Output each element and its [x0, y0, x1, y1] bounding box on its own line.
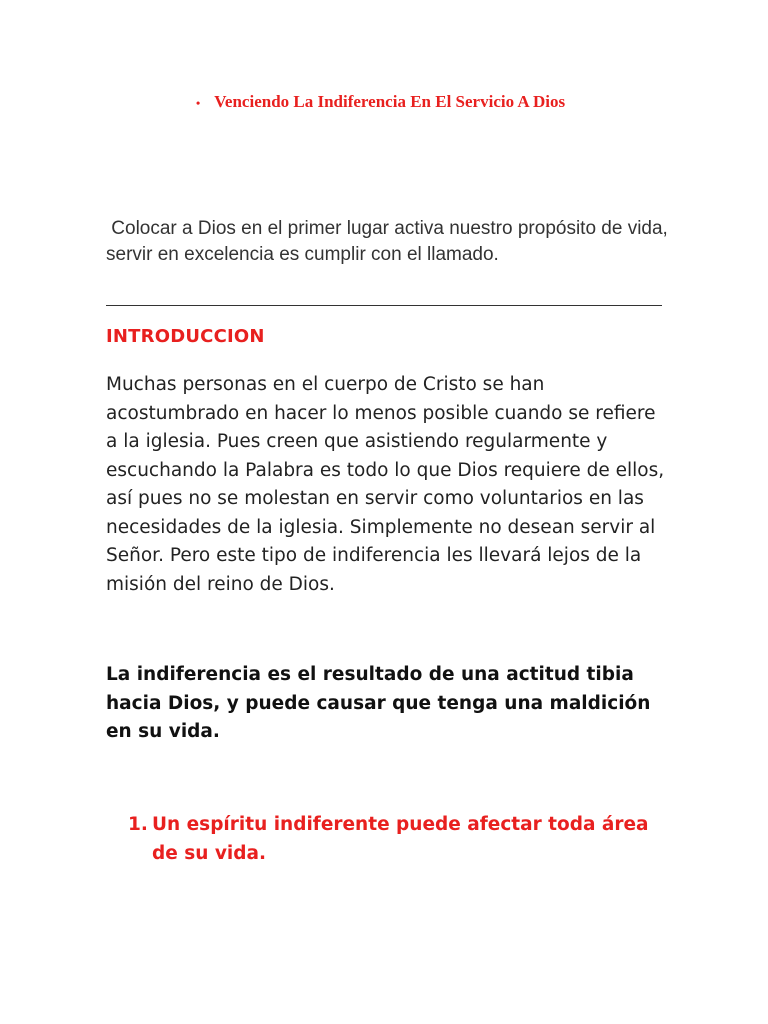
subtitle-paragraph: Colocar a Dios en el primer lugar activa nuestro propósito de vida, servir en excelencia es cumplir con el llamado. [106, 218, 674, 265]
bullet-icon: • [196, 96, 201, 110]
numbered-list-item [128, 811, 668, 868]
document-title-text: Venciendo La Indiferencia En El Servicio A Dios [214, 92, 566, 111]
intro-paragraph: Muchas personas en el cuerpo de Cristo se han acostumbrado en hacer lo menos posible cuando se refiere a la iglesia. Pues creen que asistiendo regularmente y escuchando la Palabra es todo lo que Dios requiere de ellos, así pues no se molestan en servir como voluntarios en las necesidades de la iglesia. Simplemente no desean servir al Señor. Pero este tipo de indiferencia les llevará lejos de la misión del reino de Dios. [106, 374, 665, 595]
bold-paragraph: La indiferencia es el resultado de una actitud tibia hacia Dios, y puede causar que tenga una maldición en su vida. [106, 664, 651, 742]
list-item-text: Un espíritu indiferente puede afectar toda área de su vida. [152, 814, 649, 864]
section-heading: INTRODUCCION [106, 326, 265, 347]
horizontal-divider [106, 305, 662, 306]
title-list [196, 92, 565, 112]
list-number: 1. [128, 814, 148, 835]
document-title [196, 92, 565, 112]
